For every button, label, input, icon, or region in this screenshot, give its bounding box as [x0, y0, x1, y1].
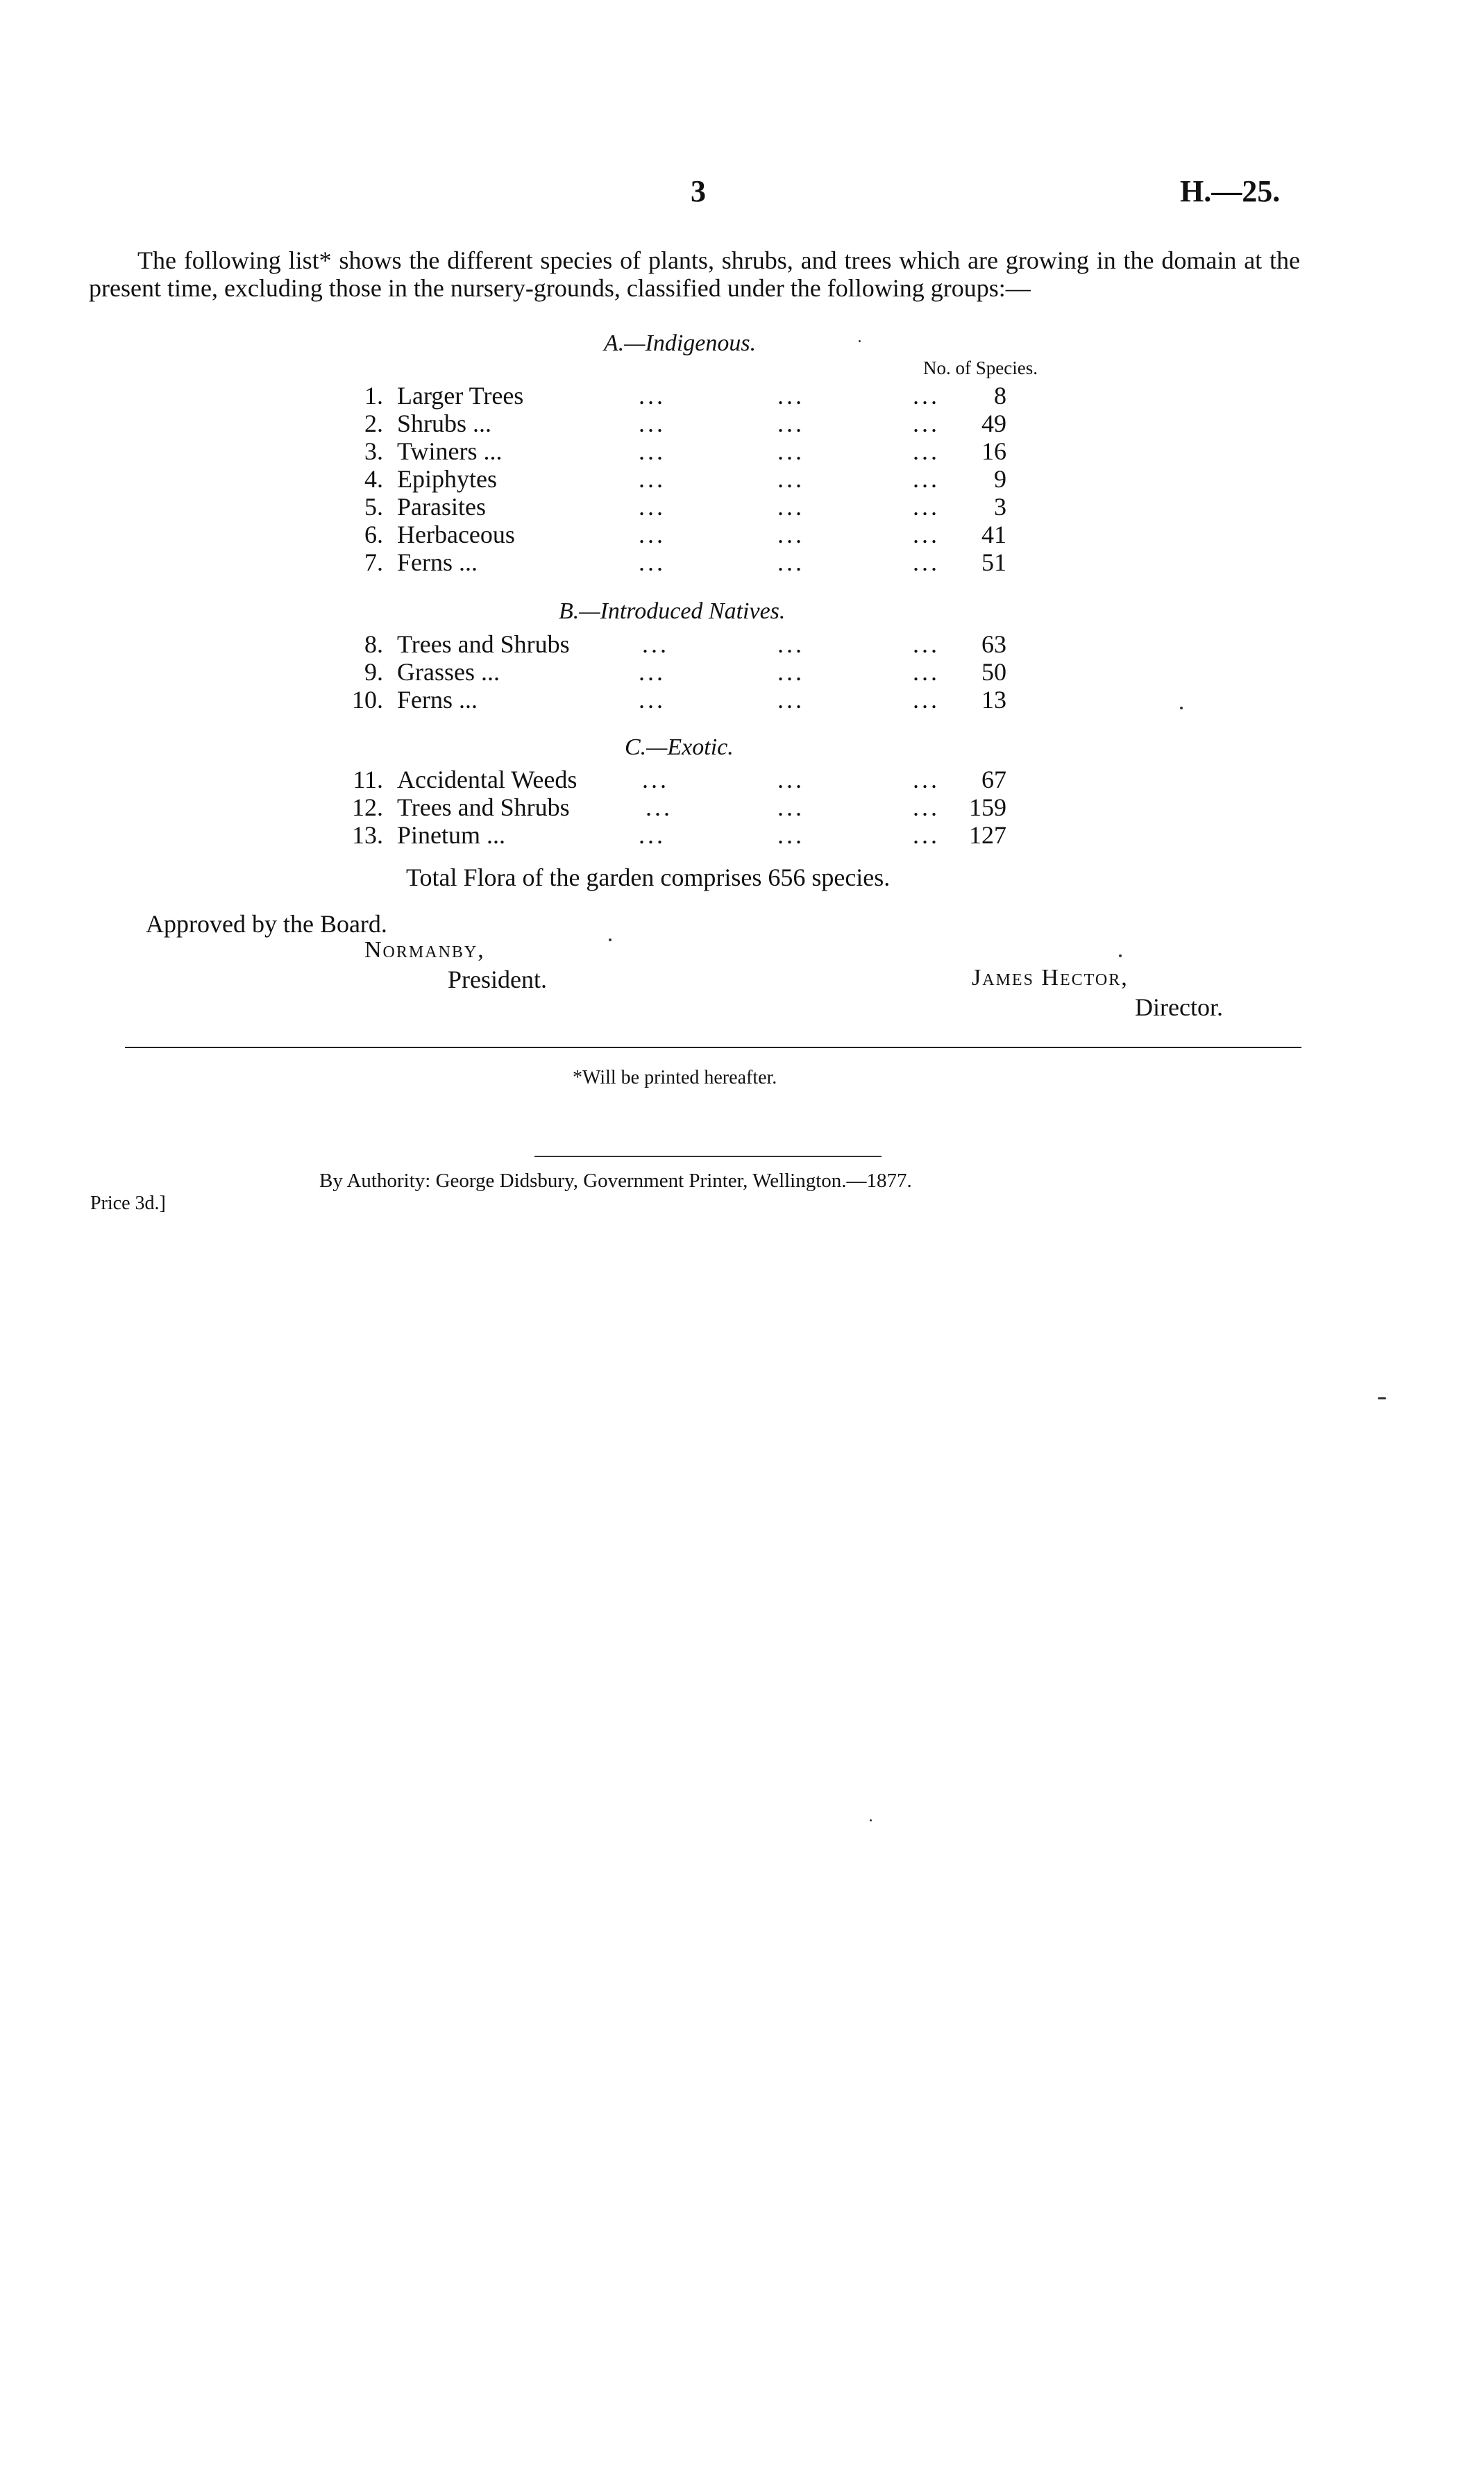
footnote: *Will be printed hereafter.	[573, 1067, 777, 1088]
row-name: Grasses ...	[397, 658, 500, 686]
leader-dots: ...	[913, 437, 940, 465]
row-count: 49	[981, 410, 1006, 437]
row-name: Pinetum ...	[397, 821, 506, 849]
row-name: Herbaceous	[397, 521, 515, 548]
print-speck	[870, 1819, 872, 1821]
leader-dots: ...	[646, 793, 673, 821]
leader-dots: ...	[639, 382, 666, 410]
row-name: Twiners ...	[397, 437, 503, 465]
row-count: 127	[969, 821, 1006, 849]
intro-paragraph	[89, 246, 1300, 302]
row-count: 3	[994, 493, 1006, 521]
row-count: 41	[981, 521, 1006, 548]
row-count: 67	[981, 766, 1006, 793]
leader-dots: ...	[913, 548, 940, 576]
row-count: 63	[981, 630, 1006, 658]
leader-dots: ...	[777, 382, 804, 410]
leader-dots: ...	[639, 686, 666, 714]
row-name: Epiphytes	[397, 465, 497, 493]
leader-dots: ...	[777, 793, 804, 821]
row-name: Larger Trees	[397, 382, 524, 410]
leader-dots: ...	[913, 821, 940, 849]
row-number: 12.	[352, 793, 383, 821]
table-row	[333, 658, 1034, 686]
print-speck	[859, 340, 861, 342]
print-speck	[609, 938, 612, 941]
table-row	[333, 382, 1034, 410]
row-number: 3.	[364, 437, 383, 465]
leader-dots: ...	[777, 658, 804, 686]
leader-dots: ...	[913, 410, 940, 437]
leader-dots: ...	[913, 630, 940, 658]
leader-dots: ...	[913, 658, 940, 686]
price-label: Price 3d.]	[90, 1193, 166, 1214]
leader-dots: ...	[913, 793, 940, 821]
row-name: Shrubs ...	[397, 410, 492, 437]
leader-dots: ...	[639, 493, 666, 521]
leader-dots: ...	[777, 821, 804, 849]
row-number: 10.	[352, 686, 383, 714]
row-count: 8	[994, 382, 1006, 410]
leader-dots: ...	[777, 548, 804, 576]
row-number: 2.	[364, 410, 383, 437]
table-row	[333, 793, 1034, 821]
leader-dots: ...	[777, 521, 804, 548]
row-number: 4.	[364, 465, 383, 493]
leader-dots: ...	[777, 437, 804, 465]
leader-dots: ...	[639, 521, 666, 548]
footnote-divider	[125, 1047, 1301, 1048]
imprint-divider	[534, 1156, 882, 1157]
row-name: Parasites	[397, 493, 486, 521]
print-speck	[1119, 954, 1122, 957]
table-row	[333, 548, 1034, 576]
table-row	[333, 766, 1034, 793]
table-row	[333, 521, 1034, 548]
row-name: Ferns ...	[397, 686, 478, 714]
table-row	[333, 437, 1034, 465]
leader-dots: ...	[777, 465, 804, 493]
print-speck	[1378, 1397, 1386, 1399]
row-name: Accidental Weeds	[397, 766, 577, 793]
leader-dots: ...	[639, 410, 666, 437]
title-director: Director.	[1135, 993, 1223, 1021]
leader-dots: ...	[642, 766, 669, 793]
row-number: 7.	[364, 548, 383, 576]
row-name: Trees and Shrubs	[397, 630, 570, 658]
printer-imprint: By Authority: George Didsbury, Government Printer, Wellington.—1877.	[319, 1170, 912, 1192]
group-heading-indigenous: A.—Indigenous.	[604, 330, 757, 356]
title-president: President.	[448, 966, 547, 993]
table-row	[333, 686, 1034, 714]
approval-line: Approved by the Board.	[146, 910, 387, 938]
leader-dots: ...	[913, 465, 940, 493]
row-number: 11.	[353, 766, 383, 793]
table-row	[333, 821, 1034, 849]
document-reference: H.—25.	[1180, 174, 1281, 208]
intro-text: The following list* shows the different species of plants, shrubs, and trees which are growing in the domain at the present time, excluding those in the nursery-grounds, classified under the following groups:—	[89, 246, 1300, 302]
row-name: Trees and Shrubs	[397, 793, 570, 821]
leader-dots: ...	[639, 548, 666, 576]
row-number: 1.	[364, 382, 383, 410]
page-number: 3	[691, 174, 706, 208]
print-speck	[1180, 707, 1183, 709]
table-row	[333, 493, 1034, 521]
leader-dots: ...	[639, 821, 666, 849]
row-count: 159	[969, 793, 1006, 821]
leader-dots: ...	[913, 766, 940, 793]
leader-dots: ...	[639, 437, 666, 465]
row-count: 16	[981, 437, 1006, 465]
leader-dots: ...	[639, 658, 666, 686]
row-count: 9	[994, 465, 1006, 493]
leader-dots: ...	[913, 521, 940, 548]
leader-dots: ...	[642, 630, 669, 658]
row-count: 13	[981, 686, 1006, 714]
group-heading-exotic: C.—Exotic.	[625, 734, 734, 760]
signatory-director: James Hector,	[972, 965, 1129, 991]
leader-dots: ...	[913, 493, 940, 521]
row-count: 51	[981, 548, 1006, 576]
row-number: 6.	[364, 521, 383, 548]
leader-dots: ...	[913, 686, 940, 714]
table-row	[333, 410, 1034, 437]
column-header-species: No. of Species.	[923, 357, 1038, 378]
table-row	[333, 465, 1034, 493]
leader-dots: ...	[777, 493, 804, 521]
row-number: 5.	[364, 493, 383, 521]
row-number: 9.	[364, 658, 383, 686]
row-number: 13.	[352, 821, 383, 849]
leader-dots: ...	[777, 410, 804, 437]
signatory-president: Normanby,	[364, 937, 485, 963]
row-name: Ferns ...	[397, 548, 478, 576]
leader-dots: ...	[913, 382, 940, 410]
group-heading-introduced-natives: B.—Introduced Natives.	[559, 598, 786, 624]
leader-dots: ...	[639, 465, 666, 493]
row-count: 50	[981, 658, 1006, 686]
leader-dots: ...	[777, 686, 804, 714]
total-flora-statement: Total Flora of the garden comprises 656 species.	[406, 864, 891, 891]
leader-dots: ...	[777, 630, 804, 658]
row-number: 8.	[364, 630, 383, 658]
leader-dots: ...	[777, 766, 804, 793]
table-row	[333, 630, 1034, 658]
